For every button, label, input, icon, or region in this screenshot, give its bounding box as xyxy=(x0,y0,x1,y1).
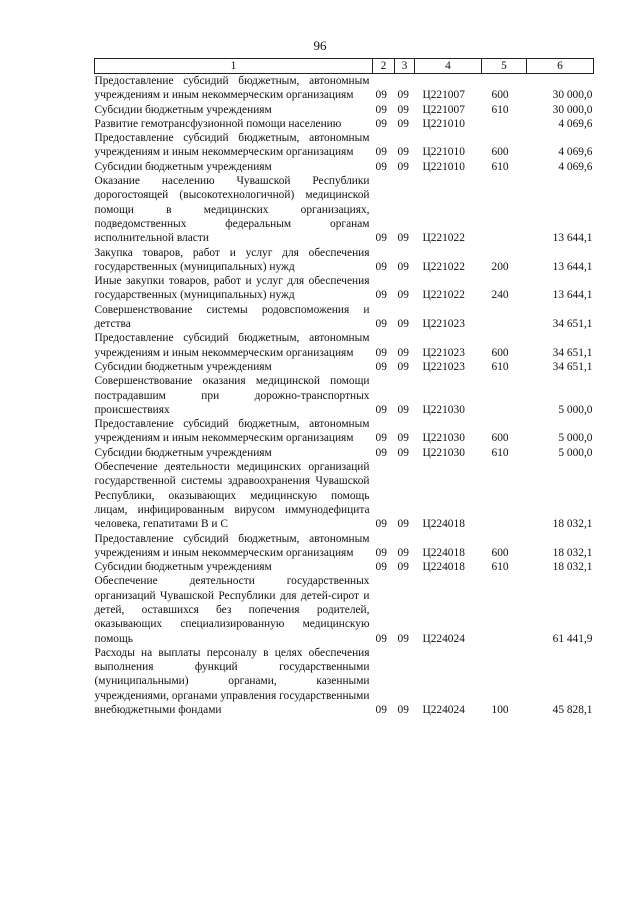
subsection-code: 09 xyxy=(397,546,409,559)
table-header-row xyxy=(95,59,594,74)
amount-value: 18 032,1 xyxy=(552,546,593,559)
table-row xyxy=(95,560,594,574)
table-row xyxy=(95,646,594,717)
target-article-code: Ц221007 xyxy=(422,103,465,116)
target-article-code: Ц221010 xyxy=(422,117,465,130)
expense-type-code: 610 xyxy=(491,360,509,373)
table-row xyxy=(95,131,594,160)
amount-value: 5 000,0 xyxy=(558,446,593,459)
subsection-code: 09 xyxy=(397,289,409,302)
section-code: 09 xyxy=(375,546,387,559)
expense-type-code: 600 xyxy=(491,89,509,102)
amount-value: 45 828,1 xyxy=(552,704,593,717)
amount-value: 13 644,1 xyxy=(552,232,593,245)
table-row xyxy=(95,446,594,460)
target-article-code: Ц224024 xyxy=(422,704,465,717)
column-header: 2 xyxy=(373,59,395,74)
expense-type-code xyxy=(482,303,527,332)
table-row xyxy=(95,174,594,245)
column-header: 1 xyxy=(95,59,373,74)
row-name: Предоставление субсидий бюджетным, автономным учреждениям и иным некоммерческим организациям xyxy=(94,418,370,445)
subsection-code: 09 xyxy=(397,89,409,102)
target-article-code: Ц221007 xyxy=(422,89,465,102)
expense-type-code xyxy=(482,460,527,531)
table-row xyxy=(95,360,594,374)
section-code: 09 xyxy=(375,446,387,459)
row-name: Предоставление субсидий бюджетным, автономным учреждениям и иным некоммерческим организациям xyxy=(94,532,370,559)
expense-type-code: 610 xyxy=(491,561,509,574)
subsection-code: 09 xyxy=(397,561,409,574)
expense-type-code xyxy=(482,574,527,645)
section-code: 09 xyxy=(375,117,387,130)
section-code: 09 xyxy=(375,432,387,445)
section-code: 09 xyxy=(375,160,387,173)
expense-type-code: 610 xyxy=(491,103,509,116)
expense-type-code: 200 xyxy=(491,260,509,273)
table-row xyxy=(95,460,594,531)
table-row xyxy=(95,574,594,645)
subsection-code: 09 xyxy=(397,403,409,416)
table-row xyxy=(95,274,594,303)
amount-value: 34 651,1 xyxy=(552,360,593,373)
amount-value: 34 651,1 xyxy=(552,346,593,359)
target-article-code: Ц221022 xyxy=(422,289,465,302)
amount-value: 4 069,6 xyxy=(558,146,593,159)
amount-value: 13 644,1 xyxy=(552,260,593,273)
target-article-code: Ц221030 xyxy=(422,403,465,416)
section-code: 09 xyxy=(375,260,387,273)
expense-type-code: 600 xyxy=(491,346,509,359)
section-code: 09 xyxy=(375,146,387,159)
expense-type-code: 100 xyxy=(491,704,509,717)
section-code: 09 xyxy=(375,232,387,245)
row-name: Иные закупки товаров, работ и услуг для обеспечения государственных (муниципальных) нужд xyxy=(94,275,370,302)
subsection-code: 09 xyxy=(397,446,409,459)
expense-type-code: 610 xyxy=(491,160,509,173)
table-row xyxy=(95,331,594,360)
table-row xyxy=(95,374,594,417)
amount-value: 4 069,6 xyxy=(558,160,593,173)
row-name: Субсидии бюджетным учреждениям xyxy=(94,103,272,116)
section-code: 09 xyxy=(375,704,387,717)
row-name: Субсидии бюджетным учреждениям xyxy=(94,160,272,173)
subsection-code: 09 xyxy=(397,704,409,717)
amount-value: 18 032,1 xyxy=(552,561,593,574)
amount-value: 61 441,9 xyxy=(552,632,593,645)
target-article-code: Ц221023 xyxy=(422,360,465,373)
subsection-code: 09 xyxy=(397,318,409,331)
amount-value: 30 000,0 xyxy=(552,103,593,116)
row-name: Предоставление субсидий бюджетным, автономным учреждениям и иным некоммерческим организациям xyxy=(94,75,370,102)
row-name: Предоставление субсидий бюджетным, автономным учреждениям и иным некоммерческим организациям xyxy=(94,332,370,359)
table-row xyxy=(95,417,594,446)
subsection-code: 09 xyxy=(397,632,409,645)
subsection-code: 09 xyxy=(397,360,409,373)
expense-type-code: 600 xyxy=(491,146,509,159)
section-code: 09 xyxy=(375,103,387,116)
section-code: 09 xyxy=(375,346,387,359)
section-code: 09 xyxy=(375,360,387,373)
table-row xyxy=(95,160,594,174)
expense-type-code: 610 xyxy=(491,446,509,459)
column-header: 3 xyxy=(395,59,415,74)
section-code: 09 xyxy=(375,89,387,102)
row-name: Субсидии бюджетным учреждениям xyxy=(94,360,272,373)
table-row xyxy=(95,532,594,561)
row-name: Совершенствование системы родовспоможения и детства xyxy=(94,303,370,331)
section-code: 09 xyxy=(375,318,387,331)
target-article-code: Ц221010 xyxy=(422,146,465,159)
table-row xyxy=(95,103,594,117)
amount-value: 4 069,6 xyxy=(558,117,593,130)
row-name: Обеспечение деятельности медицинских организаций государственной системы здравоохранения Чувашской Республики, оказывающих медицинскую помощь лицам, инфицированным вирусом иммунодефицита человека, гепатитами В и С xyxy=(94,461,370,531)
row-name: Субсидии бюджетным учреждениям xyxy=(94,561,272,574)
amount-value: 5 000,0 xyxy=(558,432,593,445)
row-name: Оказание населению Чувашской Республики дорогостоящей (высокотехнологичной) медицинской помощи в медицинских организациях, подведомственных федеральным органам исполнительной власти xyxy=(94,175,370,245)
section-code: 09 xyxy=(375,518,387,531)
subsection-code: 09 xyxy=(397,346,409,359)
table-row xyxy=(95,246,594,275)
target-article-code: Ц221010 xyxy=(422,160,465,173)
table-row xyxy=(95,303,594,332)
expense-type-code xyxy=(482,117,527,131)
expense-type-code xyxy=(482,174,527,245)
expense-type-code: 600 xyxy=(491,432,509,445)
expense-type-code: 240 xyxy=(491,289,509,302)
row-name: Совершенствование оказания медицинской помощи пострадавшим при дорожно-транспортных происшествиях xyxy=(94,375,370,416)
row-name: Предоставление субсидий бюджетным, автономным учреждениям и иным некоммерческим организациям xyxy=(94,132,370,159)
target-article-code: Ц221022 xyxy=(422,260,465,273)
target-article-code: Ц221030 xyxy=(422,432,465,445)
expense-type-code: 600 xyxy=(491,546,509,559)
subsection-code: 09 xyxy=(397,518,409,531)
amount-value: 18 032,1 xyxy=(552,518,593,531)
target-article-code: Ц221030 xyxy=(422,446,465,459)
subsection-code: 09 xyxy=(397,160,409,173)
subsection-code: 09 xyxy=(397,117,409,130)
subsection-code: 09 xyxy=(397,432,409,445)
subsection-code: 09 xyxy=(397,103,409,116)
row-name: Субсидии бюджетным учреждениям xyxy=(94,446,272,459)
table-row xyxy=(95,74,594,103)
section-code: 09 xyxy=(375,561,387,574)
section-code: 09 xyxy=(375,632,387,645)
target-article-code: Ц224018 xyxy=(422,518,465,531)
row-name: Закупка товаров, работ и услуг для обеспечения государственных (муниципальных) нужд xyxy=(94,246,370,273)
target-article-code: Ц221022 xyxy=(422,232,465,245)
amount-value: 34 651,1 xyxy=(552,318,593,331)
row-name: Развитие гемотрансфузионной помощи населению xyxy=(94,117,342,130)
subsection-code: 09 xyxy=(397,260,409,273)
section-code: 09 xyxy=(375,289,387,302)
budget-table xyxy=(94,58,594,717)
column-header: 5 xyxy=(482,59,527,74)
row-name: Расходы на выплаты персоналу в целях обеспечения выполнения функций государственными (муниципальными) органами, казенными учреждениями, органами управления государственными внебюджетными фондами xyxy=(94,646,370,717)
target-article-code: Ц224018 xyxy=(422,561,465,574)
target-article-code: Ц221023 xyxy=(422,346,465,359)
target-article-code: Ц224024 xyxy=(422,632,465,645)
subsection-code: 09 xyxy=(397,146,409,159)
column-header: 4 xyxy=(415,59,482,74)
amount-value: 5 000,0 xyxy=(558,403,593,416)
page-number: 96 xyxy=(313,38,327,53)
column-header: 6 xyxy=(527,59,594,74)
subsection-code: 09 xyxy=(397,232,409,245)
expense-type-code xyxy=(482,374,527,417)
amount-value: 30 000,0 xyxy=(552,89,593,102)
section-code: 09 xyxy=(375,403,387,416)
row-name: Обеспечение деятельности государственных организаций Чувашской Республики для детей-сирот и детей, оставшихся без попечения родителей, оказывающих специализированную медицинскую помощь xyxy=(94,575,370,645)
target-article-code: Ц221023 xyxy=(422,318,465,331)
amount-value: 13 644,1 xyxy=(552,289,593,302)
table-row xyxy=(95,117,594,131)
target-article-code: Ц224018 xyxy=(422,546,465,559)
